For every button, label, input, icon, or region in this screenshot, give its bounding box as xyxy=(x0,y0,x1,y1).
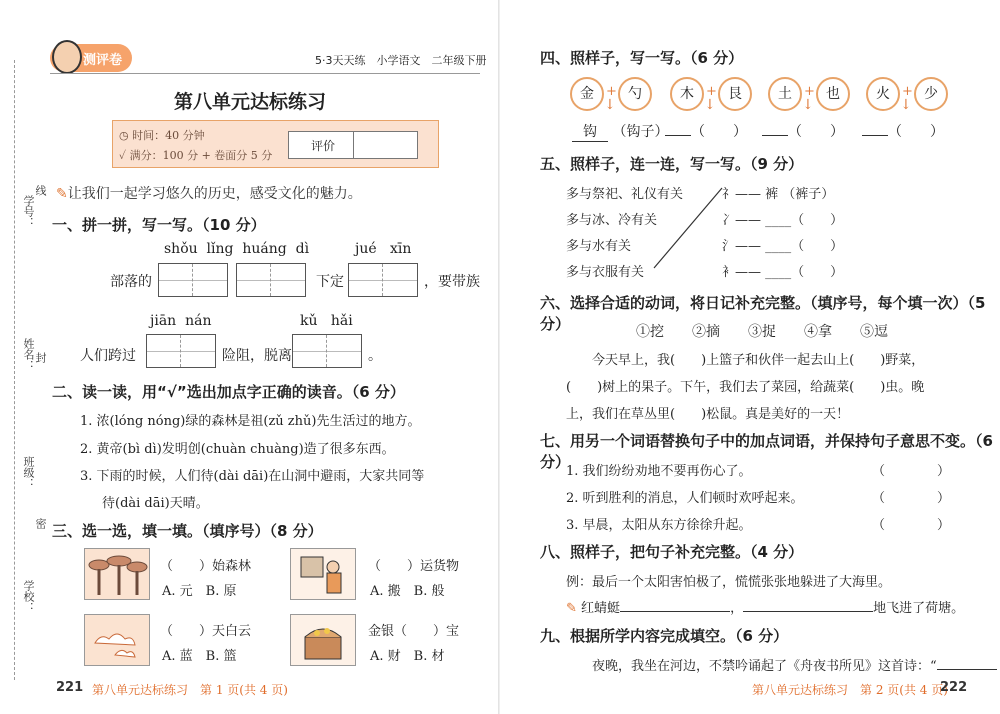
arrow-down-icon: ↓ xyxy=(900,97,912,113)
char-mu: 木 xyxy=(670,77,704,111)
info-box xyxy=(112,120,439,168)
section-9-title: 九、根据所学内容完成填空。（6 分） xyxy=(540,627,789,645)
char-jin: 金 xyxy=(570,77,604,111)
s7-item-3: 3. 早晨，太阳从东方徐徐升起。 xyxy=(566,518,752,533)
s5-right-1: 礻—— 裤 （裤子） xyxy=(722,187,835,202)
s6-line-1[interactable]: 今天早上，我( )上篮子和伙伴一起去山上( )野菜， xyxy=(592,353,925,368)
s7-item-2: 2. 听到胜利的消息，人们顿时欢呼起来。 xyxy=(566,491,804,506)
s1-text-d: 人们跨过 xyxy=(80,348,136,364)
plus-sign: + xyxy=(706,84,717,99)
mover-picture xyxy=(290,548,356,600)
s1-text-a: 部落的 xyxy=(110,274,152,290)
page-number-left: 221 xyxy=(56,680,84,695)
s7-answer-3[interactable]: （ ） xyxy=(872,518,951,533)
char-tu: 土 xyxy=(768,77,802,111)
s4-blank-3[interactable]: （ ） xyxy=(862,121,944,141)
s6-options: ①挖 ②摘 ③捉 ④拿 ⑤逗 xyxy=(636,324,888,340)
forest-picture xyxy=(84,548,150,600)
s9-line: 夜晚，我坐在河边，不禁吟诵起了《舟夜书所见》这首诗：“ xyxy=(592,655,997,674)
section-5-title: 五、照样子，连一连，写一写。（9 分） xyxy=(540,155,804,173)
book-header: 5·3天天练 小学语文 二年级下册 xyxy=(315,54,487,67)
s8-blank-2[interactable] xyxy=(743,611,873,612)
info-score: ✓ 满分：100 分 + 卷面分 5 分 xyxy=(119,149,273,162)
arrow-down-icon: ↓ xyxy=(604,97,616,113)
page-number-right: 222 xyxy=(940,680,968,695)
pinyin-1: shǒu lǐng huáng dì xyxy=(164,241,310,257)
s5-left-2: 多与冰、冷有关 xyxy=(566,213,658,228)
arrow-down-icon: ↓ xyxy=(802,97,814,113)
s2-item-3b: 待(dài dāi)天晴。 xyxy=(102,496,209,511)
badge xyxy=(50,44,132,72)
s6-line-2[interactable]: ( )树上的果子。下午，我们去了菜园，给蔬菜( )虫。晚 xyxy=(566,380,925,395)
char-ye: 也 xyxy=(816,77,850,111)
pinyin-4: kǔ hǎi xyxy=(300,313,353,329)
page-title: 第八单元达标练习 xyxy=(173,91,326,113)
footer-left: 第八单元达标练习 第 1 页(共 4 页) xyxy=(92,683,288,697)
side-label-name: 姓名： xyxy=(22,338,35,371)
info-time: ◷ 时间：40 分钟 xyxy=(119,129,205,142)
side-label-class: 班级： xyxy=(22,456,35,489)
s3-q1: （ ）始森林 xyxy=(160,559,252,574)
section-7-title: 七、用另一个词语替换句子中的加点词语，并保持句子意思不变。（6 分） xyxy=(540,432,993,471)
s4-blank-1[interactable]: （ ） xyxy=(665,121,747,141)
s3-a3: A. 蓝 B. 篮 xyxy=(162,649,237,664)
plus-sign: + xyxy=(804,84,815,99)
pinyin-3: jiān nán xyxy=(150,313,212,329)
side-label-line: 线 xyxy=(34,185,47,196)
char-shao2: 少 xyxy=(914,77,948,111)
s2-item-1: 1. 浓(lóng nóng)绿的森林是祖(zǔ zhǔ)先生活过的地方。 xyxy=(80,414,421,429)
write-grid-5[interactable] xyxy=(292,334,362,368)
binding-line xyxy=(14,60,15,680)
s1-text-f: 。 xyxy=(368,348,382,364)
s7-answer-1[interactable]: （ ） xyxy=(872,464,951,479)
side-label-secret: 密 xyxy=(34,518,47,529)
char-gen: 艮 xyxy=(718,77,752,111)
section-8-title: 八、照样子，把句子补充完整。（4 分） xyxy=(540,543,804,561)
side-label-school: 学校： xyxy=(22,580,35,613)
section-6-title: 六、选择合适的动词，将日记补充完整。（填序号，每个填一次）（5 分） xyxy=(540,294,986,333)
s3-a4: A. 财 B. 材 xyxy=(370,649,445,664)
s5-right-3[interactable]: 氵—— ____（ ） xyxy=(722,239,844,254)
s8-example: 例：最后一个太阳害怕极了，慌慌张张地躲进了大海里。 xyxy=(566,575,892,590)
s4-example: 钩 （钩子） xyxy=(572,121,668,142)
mascot-icon xyxy=(52,40,82,74)
right-page xyxy=(500,0,1000,714)
char-huo: 火 xyxy=(866,77,900,111)
plus-sign: + xyxy=(606,84,617,99)
s8-prompt: ✎ 红蜻蜓 ， 地飞进了荷塘。 xyxy=(566,601,965,616)
s9-blank[interactable] xyxy=(937,669,997,670)
char-shao: 勺 xyxy=(618,77,652,111)
pencil-icon: ✎ xyxy=(566,601,577,616)
side-label-seal: 封 xyxy=(34,352,47,363)
s1-text-b: 下定 xyxy=(316,274,344,290)
section-1-title: 一、拼一拼，写一写。（10 分） xyxy=(52,216,266,234)
section-3-title: 三、选一选，填一填。（填序号）（8 分） xyxy=(52,522,323,540)
pinyin-2: jué xīn xyxy=(355,241,412,257)
connect-line xyxy=(650,180,730,280)
s2-item-2: 2. 黄帝(bì dì)发明创(chuàn chuàng)造了很多东西。 xyxy=(80,442,395,457)
s4-blank-2[interactable]: （ ） xyxy=(762,121,844,141)
s3-a1: A. 元 B. 原 xyxy=(162,584,237,599)
s3-a2: A. 搬 B. 般 xyxy=(370,584,445,599)
s5-left-1: 多与祭祀、礼仪有关 xyxy=(566,187,684,202)
intro-line: ✎让我们一起学习悠久的历史，感受文化的魅力。 xyxy=(56,186,362,202)
s3-q2: （ ）运货物 xyxy=(368,559,460,574)
sky-picture xyxy=(84,614,150,666)
s5-left-4: 多与衣服有关 xyxy=(566,265,645,280)
badge-label: 测评卷 xyxy=(83,53,123,68)
header-rule xyxy=(50,73,480,74)
s5-left-3: 多与水有关 xyxy=(566,239,632,254)
s1-text-e: 险阻，脱离 xyxy=(222,348,292,364)
s3-q4: 金银（ ）宝 xyxy=(368,624,460,639)
footer-right: 第八单元达标练习 第 2 页(共 4 页) xyxy=(752,683,948,697)
write-grid-4[interactable] xyxy=(146,334,216,368)
side-label-id: 学号： xyxy=(22,195,35,228)
section-4-title: 四、照样子，写一写。（6 分） xyxy=(540,49,744,67)
s3-q3: （ ）天白云 xyxy=(160,624,252,639)
s8-blank-1[interactable] xyxy=(620,611,730,612)
write-grid-3[interactable] xyxy=(348,263,418,297)
s6-line-3[interactable]: 上，我们在草丛里( )松鼠。真是美好的一天！ xyxy=(566,407,850,422)
eval-box xyxy=(288,131,418,159)
plus-sign: + xyxy=(902,84,913,99)
write-grid-1[interactable] xyxy=(158,263,228,297)
eval-label: 评价 xyxy=(311,139,336,153)
s2-item-3: 3. 下雨的时候，人们待(dài dāi)在山洞中避雨，大家共同等 xyxy=(80,469,425,484)
s7-answer-2[interactable]: （ ） xyxy=(872,491,951,506)
write-grid-2[interactable] xyxy=(236,263,306,297)
s5-right-4[interactable]: 衤—— ____（ ） xyxy=(722,265,844,280)
s5-right-2[interactable]: 冫—— ____（ ） xyxy=(722,213,844,228)
treasure-picture xyxy=(290,614,356,666)
arrow-down-icon: ↓ xyxy=(704,97,716,113)
s7-item-1: 1. 我们纷纷劝地不要再伤心了。 xyxy=(566,464,752,479)
section-2-title: 二、读一读，用“√”选出加点字正确的读音。（6 分） xyxy=(52,383,405,401)
s1-text-c: ，要带族 xyxy=(424,274,480,290)
